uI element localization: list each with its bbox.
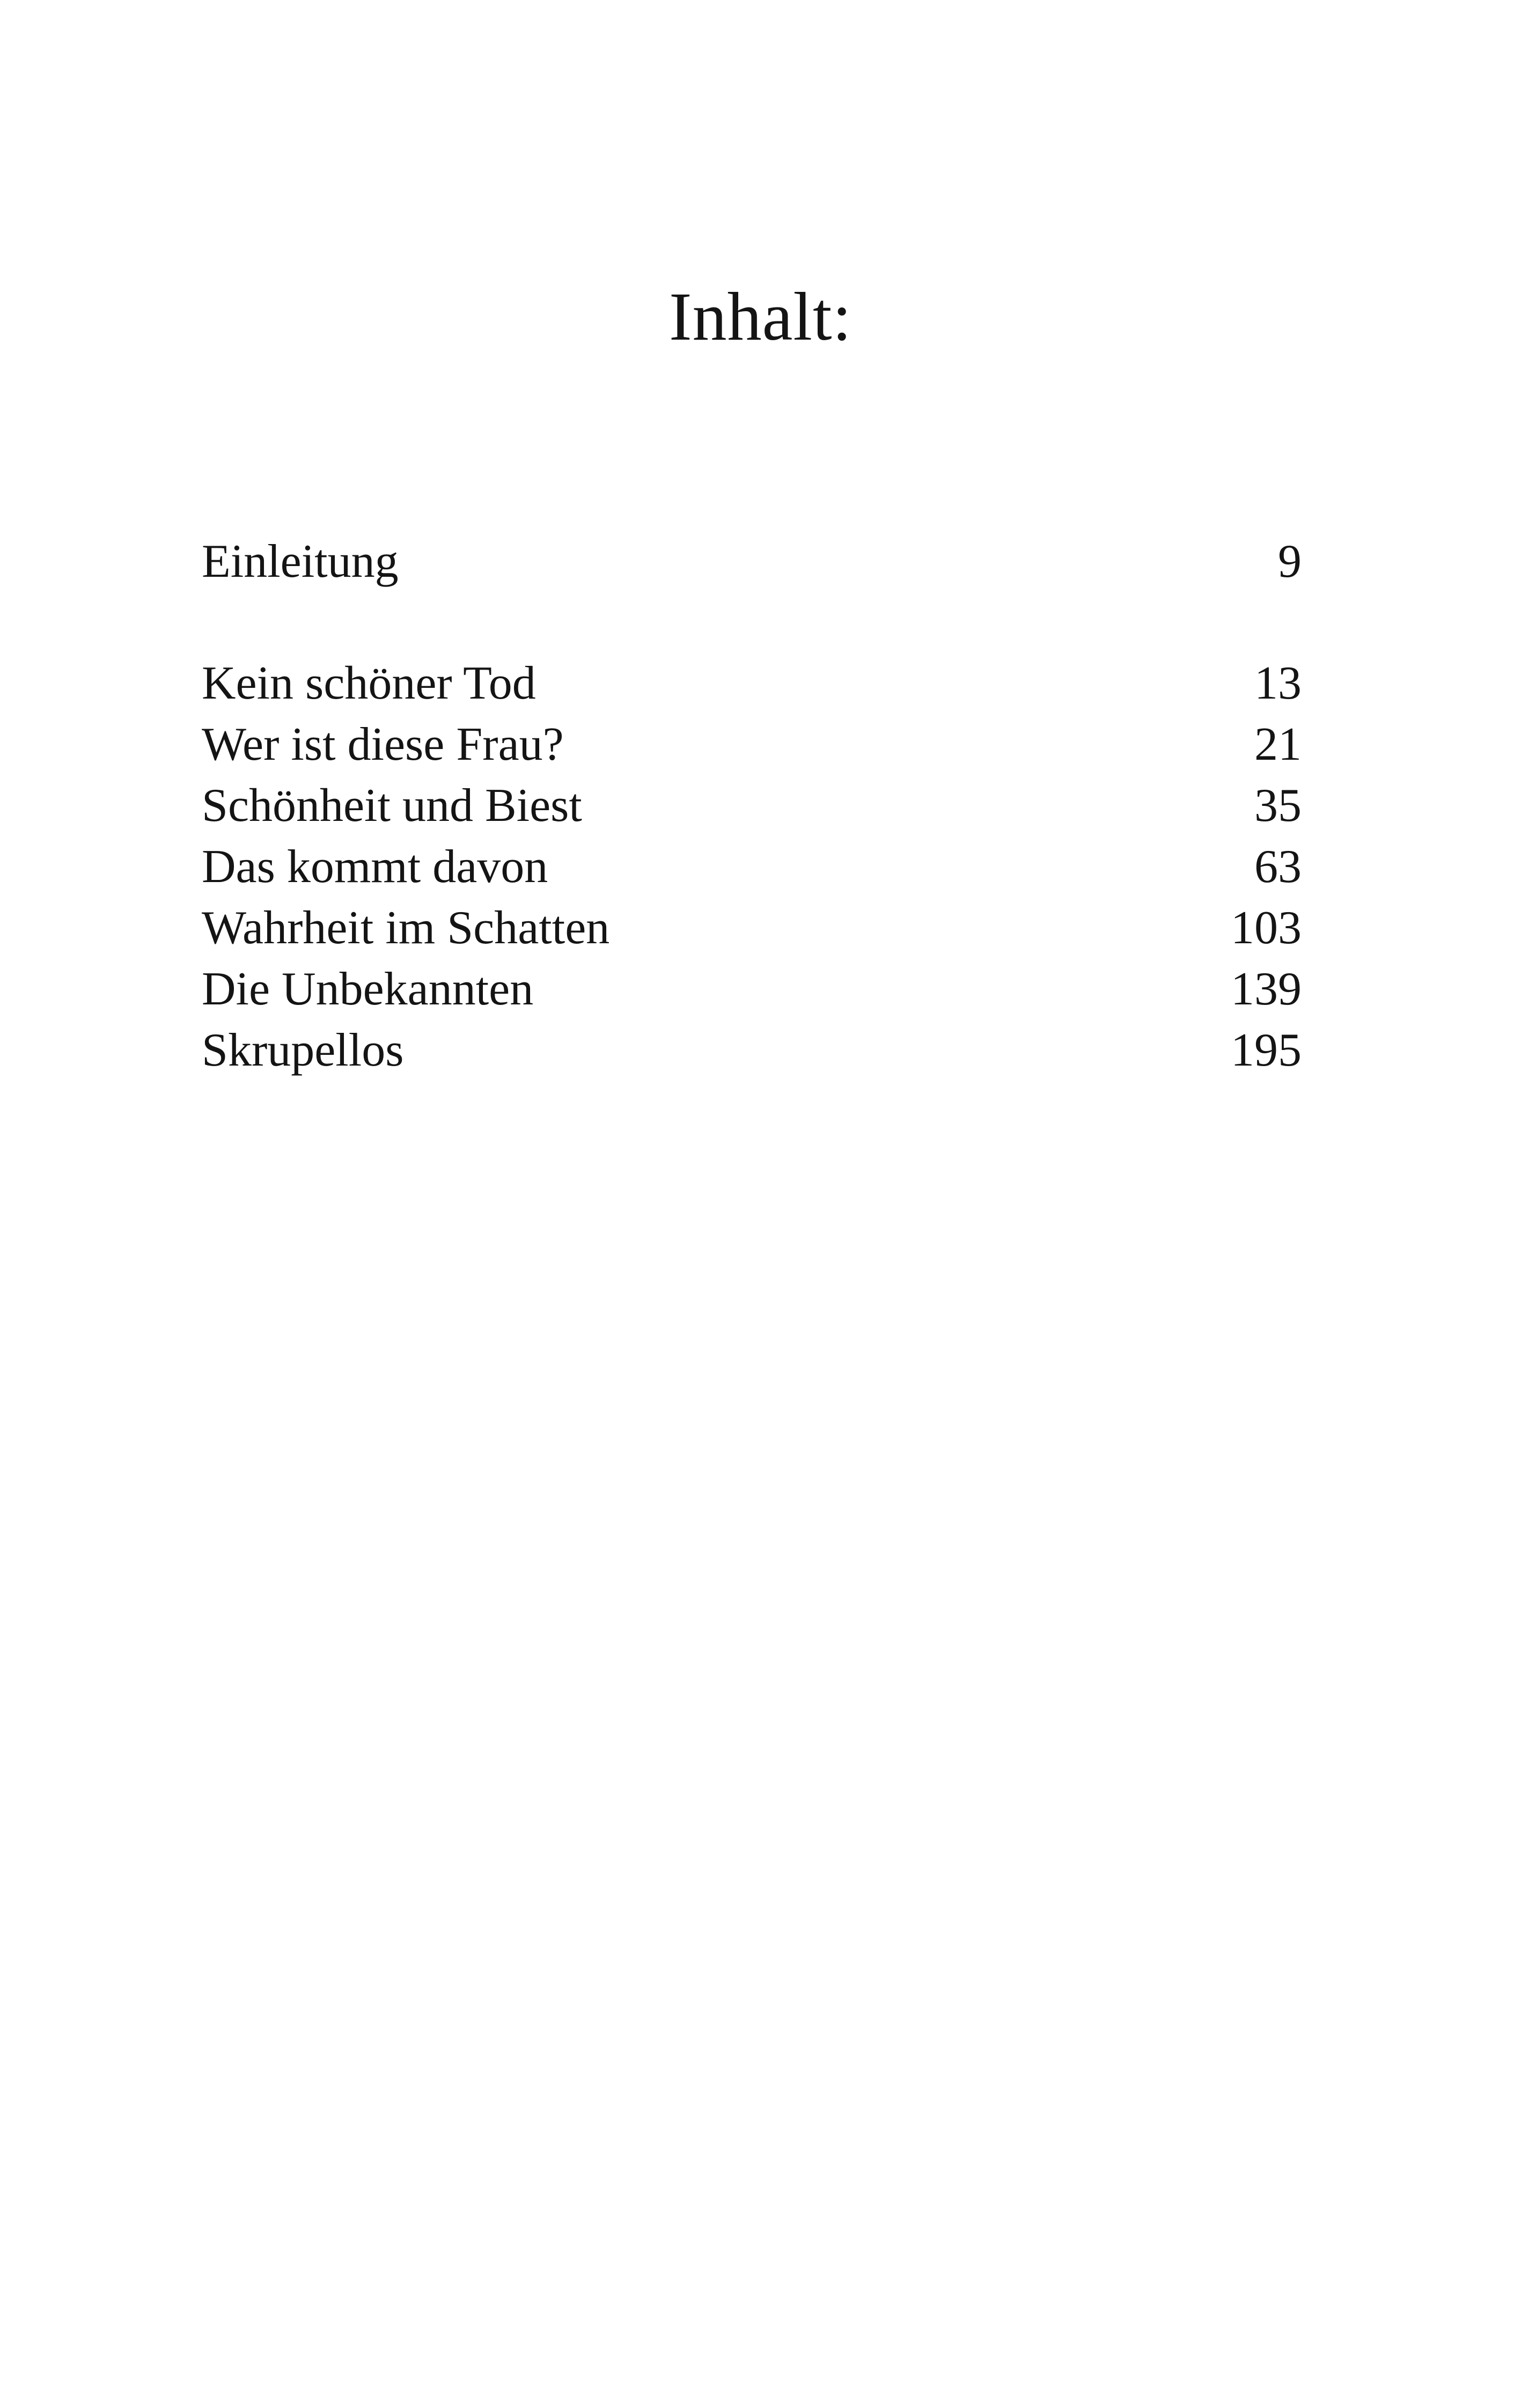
toc-entry — [202, 653, 1302, 714]
toc-entry-page-number: 195 — [1231, 1024, 1302, 1076]
toc-entry — [202, 775, 1302, 836]
toc-entry-label: Wahrheit im Schatten — [202, 902, 610, 954]
toc-entry — [202, 531, 1302, 592]
toc-entry-label: Die Unbekannten — [202, 963, 534, 1015]
toc-entry-label: Das kommt davon — [202, 841, 548, 893]
toc-entry-page-number: 35 — [1254, 780, 1302, 832]
toc-chapter-list — [202, 653, 1302, 1081]
toc-entry-label: Schönheit und Biest — [202, 780, 582, 832]
toc-entry — [202, 898, 1302, 959]
toc-entry — [202, 714, 1302, 775]
toc-entry-label: Wer ist diese Frau? — [202, 718, 564, 770]
toc-intro-list — [202, 531, 1302, 592]
toc-entry-page-number: 139 — [1231, 963, 1302, 1015]
toc-entry-label: Skrupellos — [202, 1024, 404, 1076]
toc-entry-page-number: 63 — [1254, 841, 1302, 893]
toc-entry — [202, 959, 1302, 1020]
toc-entry-label: Kein schöner Tod — [202, 657, 536, 709]
toc-entry-page-number: 13 — [1254, 657, 1302, 709]
toc-entry-page-number: 103 — [1231, 902, 1302, 954]
toc-entry-page-number: 21 — [1254, 718, 1302, 770]
toc-entry — [202, 1020, 1302, 1081]
toc-entry-page-number: 9 — [1278, 535, 1302, 588]
page-title: Inhalt: — [668, 278, 853, 355]
toc-entry — [202, 836, 1302, 898]
toc-entry-label: Einleitung — [202, 535, 399, 588]
